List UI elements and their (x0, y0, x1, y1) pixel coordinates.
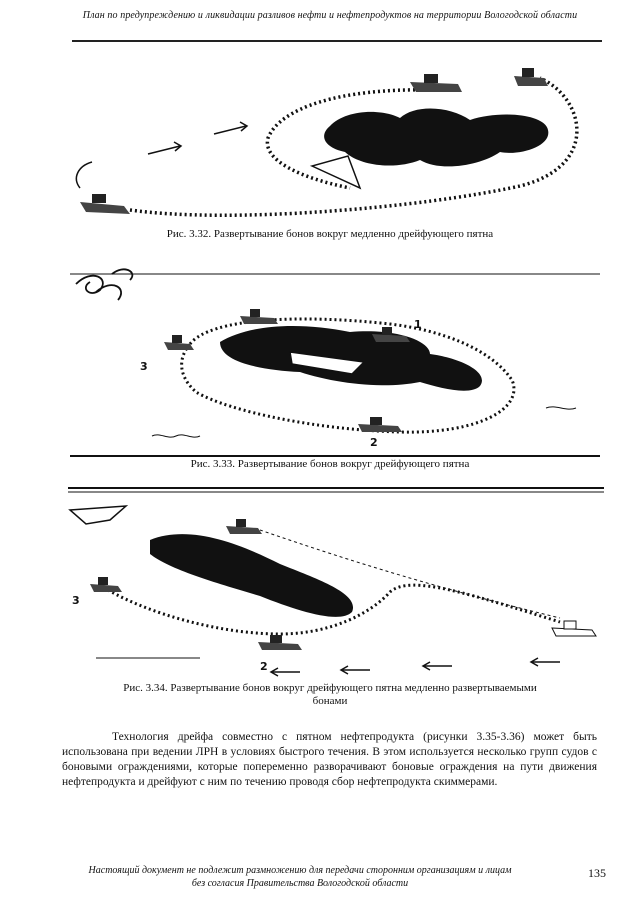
caption-line: бонами (312, 695, 348, 707)
skimmer (70, 506, 126, 524)
figure-3-32 (0, 48, 640, 240)
boat (258, 635, 302, 650)
drift-arrow (148, 122, 247, 154)
page-header: План по предупреждению и ликвидации разливов нефти и нефтепродуктов на территории Вологодской области (82, 10, 578, 21)
boat (90, 577, 122, 592)
boat (358, 417, 402, 432)
boat-label: 3 (72, 594, 80, 607)
page-footer (60, 864, 540, 890)
footer-line: без согласия Правительства Вологодской области (191, 878, 409, 889)
boat-label: 1 (414, 318, 422, 331)
boat-label: 3 (140, 360, 148, 373)
figure-caption: Рис. 3.33. Развертывание бонов вокруг дрейфующего пятна (190, 458, 470, 470)
boat (80, 194, 130, 214)
oil-slick (324, 108, 548, 166)
page-number: 135 (588, 866, 606, 880)
oil-slick (150, 534, 353, 617)
boat-label: 2 (260, 660, 268, 673)
figure-3-33-illustration (0, 248, 640, 470)
oil-slick (220, 326, 482, 391)
turn-arrow (76, 162, 92, 188)
figure-3-33 (0, 248, 640, 470)
figure-caption (60, 682, 600, 708)
boat (552, 621, 596, 636)
water-waves (152, 407, 576, 437)
header-divider (72, 40, 602, 42)
boat (410, 74, 462, 92)
boat (240, 309, 278, 324)
boat (514, 68, 548, 86)
boat (226, 519, 262, 534)
figure-3-32-illustration (0, 48, 640, 228)
figure-3-34-illustration (0, 484, 640, 680)
current-arrow (271, 658, 560, 676)
boat (372, 327, 410, 342)
caption-line: Рис. 3.34. Развертывание бонов вокруг дрейфующего пятна медленно развертываемыми (123, 682, 537, 694)
figure-caption: Рис. 3.32. Развертывание бонов вокруг медленно дрейфующего пятна (166, 228, 494, 240)
figure-3-34 (0, 484, 640, 710)
footer-line: Настоящий документ не подлежит размножению для передачи сторонним организациям и лицам (88, 865, 512, 876)
boat-label: 2 (370, 436, 378, 449)
body-paragraph: Технология дрейфа совместно с пятном нефтепродукта (рисунки 3.35-3.36) может быть использована при ведении ЛРН в условиях быстрого течения. В этом используется несколько групп судов с боновыми ограждениями, которые попеременно разворачивают боновые ограждения на пути движения нефтепродукта и дрейфуют с ним по течению проводя сбор нефтепродукта скиммерами. (62, 731, 597, 788)
